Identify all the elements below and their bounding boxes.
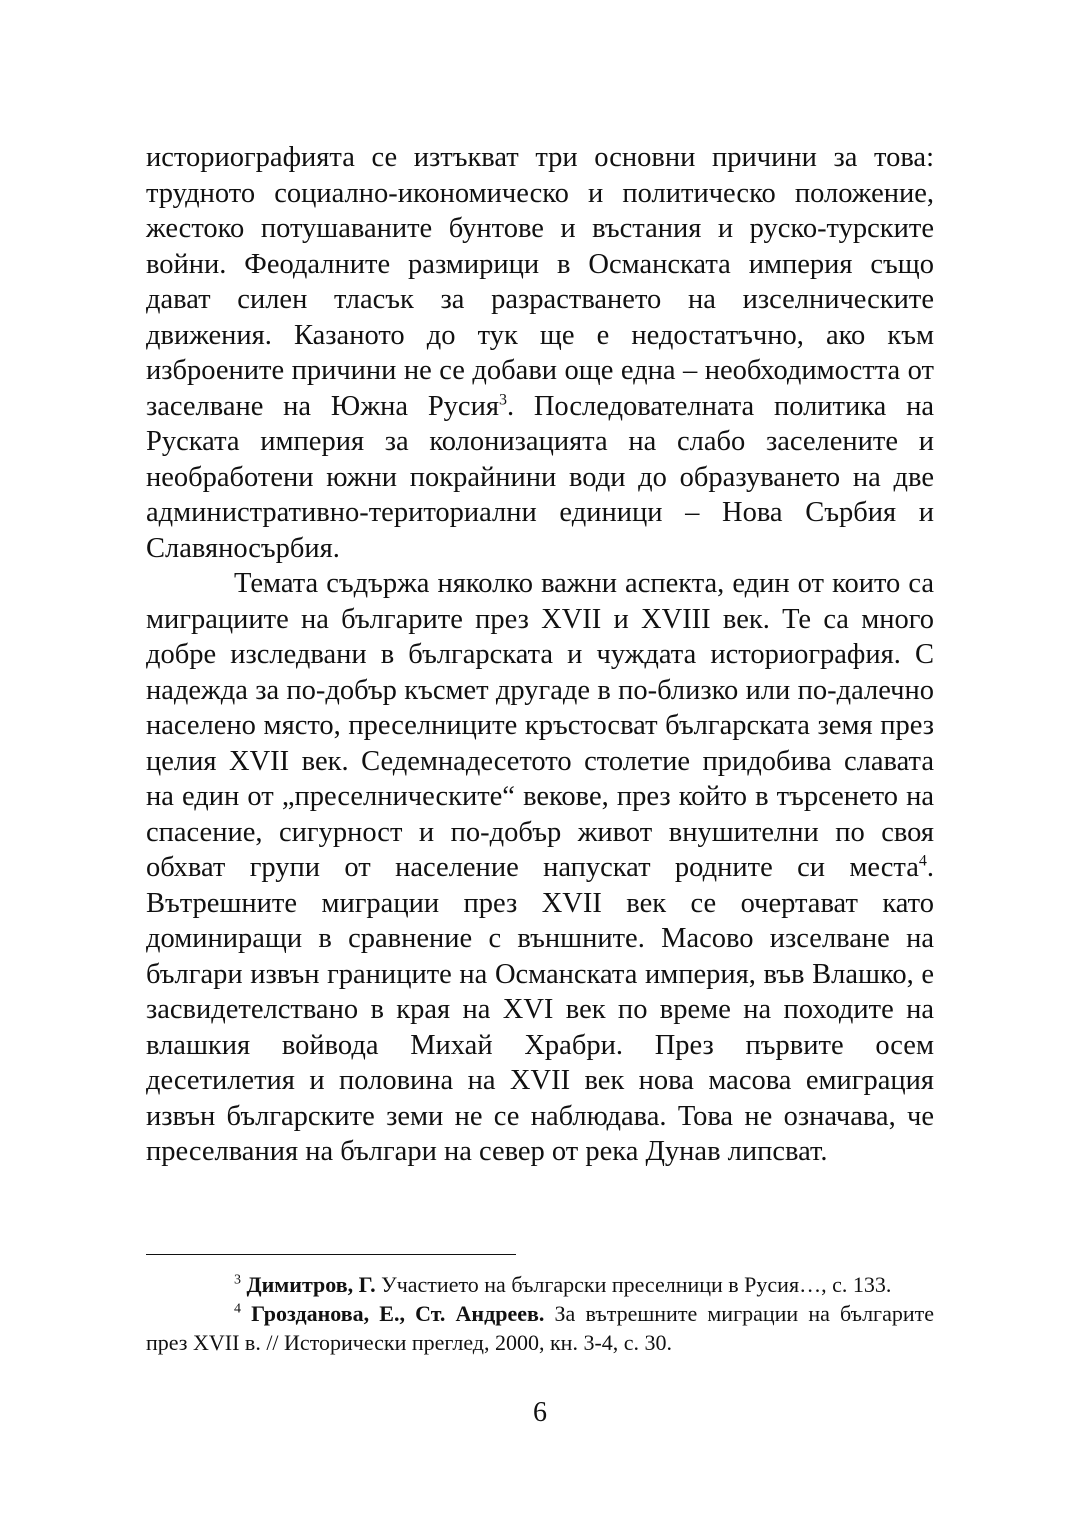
footnote-3 (146, 1270, 934, 1299)
paragraph-2 (146, 566, 934, 1170)
paragraph-1 (146, 140, 934, 566)
footnote-ref-4[interactable]: 4 (918, 852, 927, 870)
footnote-author: Грозданова, Е., Ст. Андреев. (251, 1301, 545, 1326)
footnote-4 (146, 1299, 934, 1357)
footnote-separator (146, 1254, 516, 1255)
footnote-author: Димитров, Г. (246, 1272, 376, 1297)
footnote-ref-3[interactable]: 3 (498, 391, 507, 408)
paragraph-1-text-b: . Последователната политика на Руската империя за колонизацията на слабо заселените и необработени южни покрайнини води до образуването на две административно-териториални единици – Нова Сърбия и Славяносърбия. (146, 390, 934, 564)
paragraph-2-text-b: . Вътрешните миграции през XVII век се очертават като доминиращи в сравнение с външните. Масово изселване на българи извън границите на Османската империя, във Влашко, е засвидетелствано в края на XVI век по време на походите на влашкия войвода Михай Храбри. През първите осем десетилетия и половина на XVII век нова масова емиграция извън българските земи не се наблюдава. Това не означава, че преселвания на българи на север от река Дунав липсват. (146, 852, 934, 1167)
footnote-text: Участието на български преселници в Русия…, с. 133. (375, 1272, 892, 1297)
paragraph-2-text-a: Темата съдържа няколко важни аспекта, един от които са миграциите на българите през XVII и XVIII век. Те са много добре изследвани в българската и чуждата историография. С надежда за по-добър късмет другаде в по-близко или по-далечно населено място, преселниците кръстосват българската земя през целия XVII век. Седемнадесетото столетие придобива славата на един от „преселническите“ векове, през който в търсенето на спасение, сигурност и по-добър живот внушителни по своя обхват групи от население напускат родните си места (146, 568, 934, 883)
footnote-number: 4 (234, 1301, 241, 1317)
page-number: 6 (533, 1397, 547, 1428)
footnotes (146, 1270, 934, 1357)
footnote-number: 3 (234, 1272, 241, 1288)
footnote-text: За вътрешните миграции на българите през XVII в. // Исторически преглед, 2000, кн. 3-4, с. 30. (146, 1301, 934, 1355)
main-text (146, 140, 934, 1170)
paragraph-1-text-a: историографията се изтъкват три основни причини за това: трудното социално-икономическо и политическо положение, жестоко потушаваните бунтове и въстания и руско-турските войни. Феодалните размирици в Османската империя също дават силен тласък за разрастването на изселническите движения. Казаното до тук ще е недостатъчно, ако към изброените причини не се добави още една – необходимостта от заселване на Южна Русия (146, 142, 934, 422)
